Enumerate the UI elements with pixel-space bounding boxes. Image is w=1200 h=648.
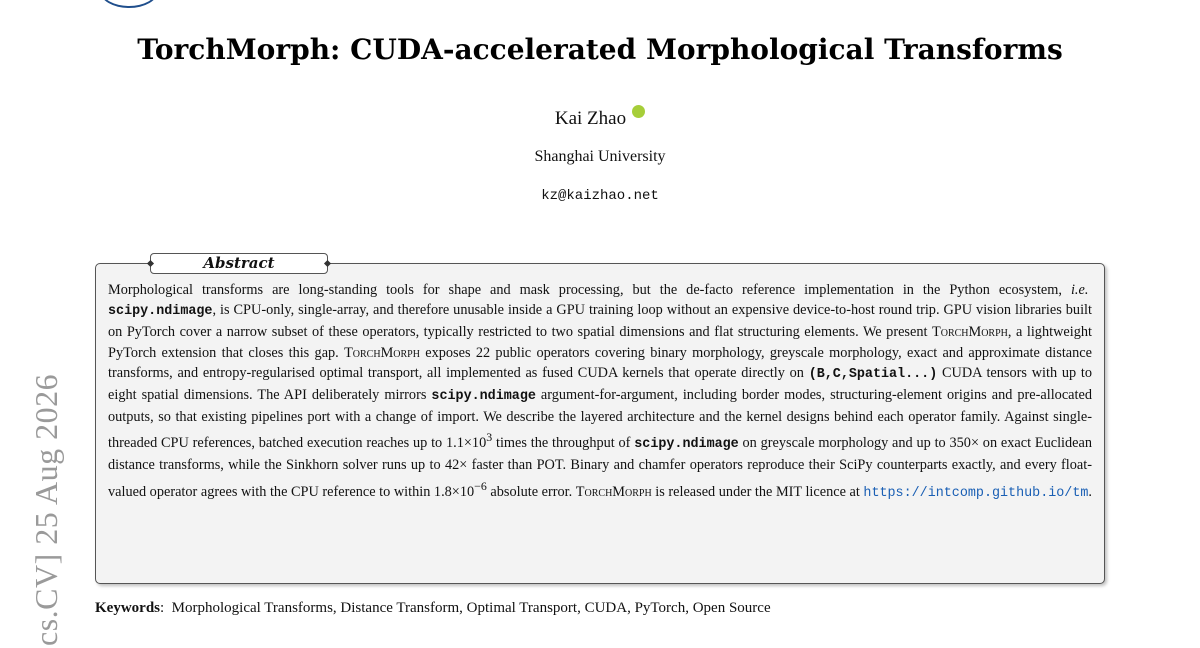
torchmorph-name: TorchMorph bbox=[575, 483, 652, 500]
keywords-text: Morphological Transforms, Distance Transform, Optimal Transport, CUDA, PyTorch, Open Source bbox=[171, 600, 771, 616]
keywords-label: Keywords bbox=[95, 600, 160, 616]
author-name: Kai Zhao bbox=[554, 108, 627, 129]
abstract-box bbox=[95, 263, 1105, 584]
author-line bbox=[0, 105, 1200, 130]
code-tensor-shape: (B,C,Spatial...) bbox=[808, 366, 938, 382]
orcid-icon[interactable] bbox=[632, 105, 645, 118]
code-scipy-ndimage: scipy.ndimage bbox=[108, 304, 213, 320]
abstract-text: Morphological transforms are long-standing tools for shape and mask processing, but the de-facto reference implementation in the Python ecosystem, i.e. scipy.ndimage, is CPU-only, single-array, and therefore unusable inside a GPU training loop without an expensive device-to-host round trip. GPU vision libraries built on PyTorch cover a narrow subset of these operators, typically restricted to two spatial dimensions and flat structuring elements. We present TorchMorph, a lightweight PyTorch extension that closes this gap. TorchMorph exposes 22 public operators covering binary morphology, greyscale morphology, exact and approximate distance transforms, and entropy-regularised optimal transport, all implemented as fused CUDA kernels that operate directly on (B,C,Spatial...) CUDA tensors with up to eight spatial dimensions. The API deliberately mirrors scipy.ndimage argument-for-argument, including border modes, structuring-element origins and pre-allocated outputs, so that existing pipelines port with a change of import. We describe the layered architecture and the kernel designs behind each operator family. Against single-threaded CPU references, batched execution reaches up to $1.1\times 10^3$ times the throughput of scipy.ndimage on greyscale morphology and up to 350× on exact Euclidean distance transforms, while the Sinkhorn solver runs up to 42× faster than POT. Binary and chamfer operators reproduce their SciPy counterparts exactly, and every float-valued operator agrees with the CPU reference to within $1.8\times 10^{-6}$ absolute error. TorchMorph is released under the MIT licence at https://intcomp.github.io/tm. bbox=[108, 282, 1093, 501]
abstract-heading: Abstract bbox=[203, 254, 275, 272]
code-scipy-ndimage: scipy.ndimage bbox=[634, 437, 739, 453]
ie-abbrev: i.e. bbox=[1070, 282, 1089, 298]
keywords-line: Keywords: Morphological Transforms, Distance Transform, Optimal Transport, CUDA, PyTorch, Open Source bbox=[95, 600, 771, 616]
paper-title: TorchMorph: CUDA-accelerated Morphological Transforms bbox=[137, 33, 1063, 66]
torchmorph-name: TorchMorph bbox=[344, 344, 420, 361]
arxiv-side-stamp: cs.CV] 25 Aug 2026 bbox=[28, 373, 64, 646]
abstract-heading-tab bbox=[150, 253, 328, 274]
torchmorph-name: TorchMorph bbox=[931, 324, 1008, 341]
project-url-link[interactable]: https://intcomp.github.io/tm bbox=[863, 485, 1089, 501]
author-email: kz@kaizhao.net bbox=[541, 188, 659, 204]
code-scipy-ndimage: scipy.ndimage bbox=[431, 389, 536, 405]
affiliation: Shanghai University bbox=[534, 148, 666, 165]
university-logo bbox=[100, 0, 158, 8]
